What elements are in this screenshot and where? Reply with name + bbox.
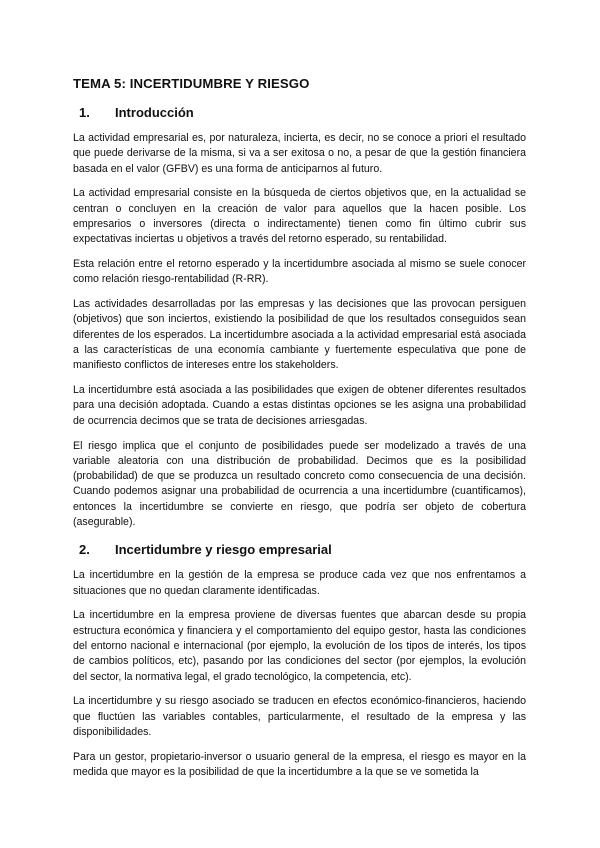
- paragraph: Esta relación entre el retorno esperado y la incertidumbre asociada al mismo se suele conocer como relación riesgo-rentabilidad (R-RR).: [73, 258, 526, 286]
- section-heading: [73, 105, 526, 120]
- section-title: Incertidumbre y riesgo empresarial: [115, 542, 332, 558]
- section-title: Introducción: [115, 105, 194, 120]
- paragraph: La incertidumbre y su riesgo asociado se traducen en efectos económico-financieros, haciendo que fluctúen las variables contables, particularmente, el resultado de la empresa y las disponibilidades.: [73, 695, 526, 738]
- paragraph: La actividad empresarial consiste en la búsqueda de ciertos objetivos que, en la actualidad se centran o concluyen en la creación de valor para aquellos que la hacen posible. Los empresarios o inversores (directa o indirectamente) tienen como fin último cubrir sus expectativas inciertas u objetivos a través del retorno esperado, su rentabilidad.: [73, 187, 526, 246]
- section-introduccion: [73, 105, 526, 530]
- paragraph: Para un gestor, propietario-inversor o usuario general de la empresa, el riesgo es mayor en la medida que mayor es la posibilidad de que la incertidumbre a la que se ve sometida la: [73, 750, 526, 779]
- paragraph: La incertidumbre en la gestión de la empresa se produce cada vez que nos enfrentamos a situaciones que no quedan claramente identificadas.: [73, 569, 526, 597]
- section-heading: [73, 542, 526, 557]
- section-number: 2.: [79, 542, 90, 558]
- section-number: 1.: [79, 105, 90, 120]
- document-content: [73, 76, 526, 790]
- paragraph: La actividad empresarial es, por naturaleza, incierta, es decir, no se conoce a priori el resultado que puede derivarse de la misma, si va a ser exitosa o no, a pesar de que la gestión financiera basada en el valor (GFBV) es una forma de anticiparnos al futuro.: [73, 132, 526, 175]
- paragraph: Las actividades desarrolladas por las empresas y las decisiones que las provocan persiguen (objetivos) que son inciertos, existiendo la posibilidad de que los resultados conseguidos sean diferentes de los esperados. La incertidumbre asociada a la actividad empresarial está asociada a las características de una economía cambiante y fuertemente especulativa que pone de manifiesto conflictos de intereses entre los stakeholders.: [73, 298, 526, 372]
- paragraph: La incertidumbre está asociada a las posibilidades que exigen de obtener diferentes resultados para una decisión adoptada. Cuando a estas distintas opciones se les asigna una probabilidad de ocurrencia decimos que se trata de decisiones arriesgadas.: [73, 384, 526, 427]
- section-incertidumbre-riesgo: [73, 542, 526, 780]
- paragraph: El riesgo implica que el conjunto de posibilidades puede ser modelizado a través de una variable aleatoria con una distribución de probabilidad. Decimos que es la posibilidad (probabilidad) de que se produzca un resultado concreto como consecuencia de una decisión. Cuando podemos asignar una probabilidad de ocurrencia a una incertidumbre (cuantificamos), entonces la incertidumbre se convierte en riesgo, que podría ser objeto de cobertura (asegurable).: [73, 439, 526, 529]
- document-title: TEMA 5: INCERTIDUMBRE Y RIESGO: [73, 76, 310, 91]
- paragraph: La incertidumbre en la empresa proviene de diversas fuentes que abarcan desde su propia estructura económica y financiera y el comportamiento del equipo gestor, hasta las condiciones del entorno nacional e internacional (por ejemplo, la evolución de los tipos de interés, los tipos de cambios políticos, etc), pasando por las condiciones del sector (por ejemplos, la evolución del sector, la normativa legal, el grado tecnológico, la competencia, etc).: [73, 609, 526, 683]
